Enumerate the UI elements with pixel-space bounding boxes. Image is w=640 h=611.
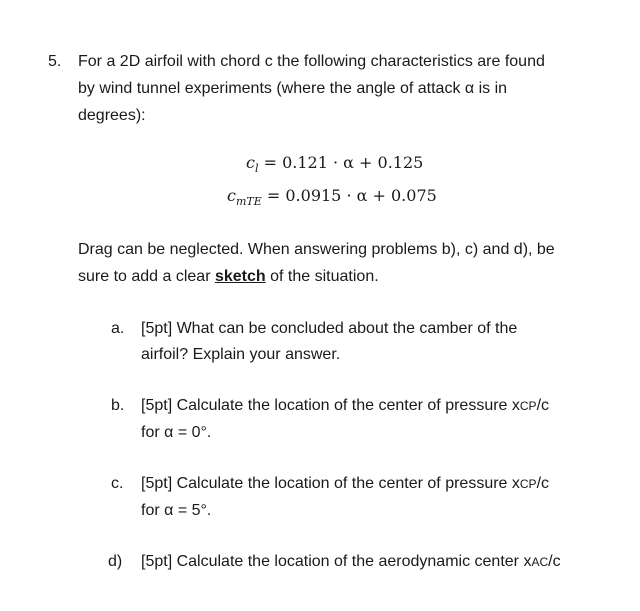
part-c-line-1 [141, 474, 549, 494]
eq1-lhs-symbol: c [246, 153, 255, 172]
part-b-line-1 [141, 396, 549, 416]
problem-intro-line-3: degrees): [78, 107, 146, 124]
part-d-line-1 [141, 552, 561, 572]
eq1-lhs-subscript: l [254, 162, 259, 175]
problem-intro-line-1: For a 2D airfoil with chord c the following characteristics are found [78, 53, 545, 70]
part-c-line-1-tail: /c [536, 475, 550, 492]
part-b-line-2: for α = 0°. [141, 424, 212, 441]
part-d-line-1-tail: /c [548, 553, 561, 570]
part-c-label: c. [111, 475, 124, 492]
part-a-label: a. [111, 320, 125, 337]
part-a-line-2: airfoil? Explain your answer. [141, 346, 341, 363]
part-b-line-1-text: [5pt] Calculate the location of the center of pressure x [141, 397, 520, 414]
instructions-line-2-before: sure to add a clear [78, 268, 211, 285]
part-d-subscript-ac: AC [531, 555, 549, 569]
part-b-line-1-tail: /c [536, 397, 550, 414]
eq1-rhs: = 0.121 · α + 0.125 [263, 153, 424, 172]
eq2-lhs-subscript: mTE [235, 195, 262, 208]
instructions-line-2 [78, 267, 379, 287]
part-a-line-1: [5pt] What can be concluded about the camber of the [141, 320, 518, 337]
part-c-line-1-text: [5pt] Calculate the location of the center of pressure x [141, 475, 520, 492]
part-b-subscript-cp: CP [519, 399, 537, 413]
problem-number: 5. [48, 53, 62, 70]
eq2-lhs-symbol: c [227, 186, 236, 205]
part-d-line-1-text: [5pt] Calculate the location of the aerodynamic center x [141, 553, 532, 570]
sketch-emphasis: sketch [214, 268, 266, 285]
part-c-subscript-cp: CP [519, 477, 537, 491]
instructions-line-2-after: of the situation. [270, 268, 379, 285]
equation-moment-coefficient-te [227, 186, 437, 212]
part-d-label: d) [108, 553, 123, 570]
eq2-rhs: = 0.0915 · α + 0.075 [266, 186, 437, 205]
part-c-line-2: for α = 5°. [141, 502, 212, 519]
equation-lift-coefficient [246, 153, 423, 179]
instructions-line-1: Drag can be neglected. When answering problems b), c) and d), be [78, 241, 555, 258]
problem-intro-line-2: by wind tunnel experiments (where the angle of attack α is in [78, 80, 508, 97]
part-b-label: b. [111, 397, 125, 414]
